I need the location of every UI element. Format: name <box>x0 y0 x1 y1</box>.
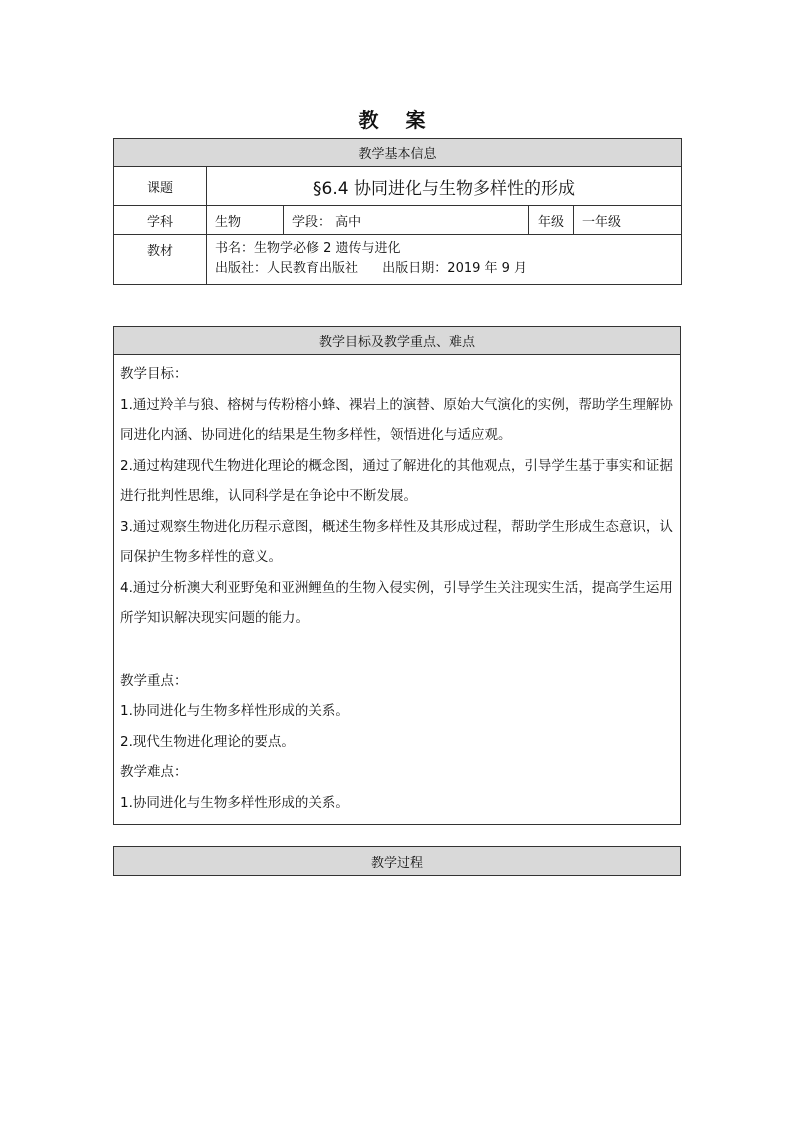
key-point-item: 2.现代生物进化理论的要点。 <box>120 733 295 750</box>
key-points-title: 教学重点： <box>120 672 188 689</box>
objective-item: 2.通过构建现代生物进化理论的概念图，通过了解进化的其他观点，引导学生基于事实和证据进行批判性思维，认同科学是在争论中不断发展。 <box>120 457 673 504</box>
subject-label: 学科 <box>114 206 207 235</box>
objective-item: 3.通过观察生物进化历程示意图，概述生物多样性及其形成过程，帮助学生形成生态意识，认同保护生物多样性的意义。 <box>120 518 673 565</box>
process-table <box>113 846 681 876</box>
objective-item: 4.通过分析澳大利亚野兔和亚洲鲤鱼的生物入侵实例，引导学生关注现实生活，提高学生运用所学知识解决现实问题的能力。 <box>120 579 673 626</box>
stage-value: 学段： 高中 <box>284 206 529 235</box>
objective-item: 1.通过羚羊与狼、榕树与传粉榕小蜂、裸岩上的演替、原始大气演化的实例，帮助学生理解协同进化内涵、协同进化的结果是生物多样性，领悟进化与适应观。 <box>120 396 673 443</box>
grade-value: 一年级 <box>574 206 682 235</box>
subject-value: 生物 <box>207 206 284 235</box>
goals-header: 教学目标及教学重点、难点 <box>114 327 681 355</box>
process-header: 教学过程 <box>114 847 681 876</box>
basic-info-header: 教学基本信息 <box>114 139 682 167</box>
publish-date: 出版日期：2019 年 9 月 <box>382 261 528 276</box>
goals-body <box>114 355 681 825</box>
difficult-point-item: 1.协同进化与生物多样性形成的关系。 <box>120 794 349 811</box>
topic-label: 课题 <box>114 167 207 206</box>
book-name: 书名：生物学必修 2 遗传与进化 <box>215 241 401 256</box>
material-info <box>207 235 682 285</box>
material-label: 教材 <box>114 235 207 285</box>
document-title: 教 案 <box>358 108 436 132</box>
goals-table <box>113 326 681 825</box>
grade-label: 年级 <box>529 206 574 235</box>
publisher-line <box>215 259 681 279</box>
difficult-points-title: 教学难点： <box>120 764 188 780</box>
topic-value: §6.4 协同进化与生物多样性的形成 <box>207 167 682 206</box>
key-point-item: 1.协同进化与生物多样性形成的关系。 <box>120 703 349 719</box>
publisher: 出版社：人民教育出版社 <box>215 261 359 276</box>
objectives-title: 教学目标： <box>120 366 188 382</box>
basic-info-table <box>113 138 682 285</box>
